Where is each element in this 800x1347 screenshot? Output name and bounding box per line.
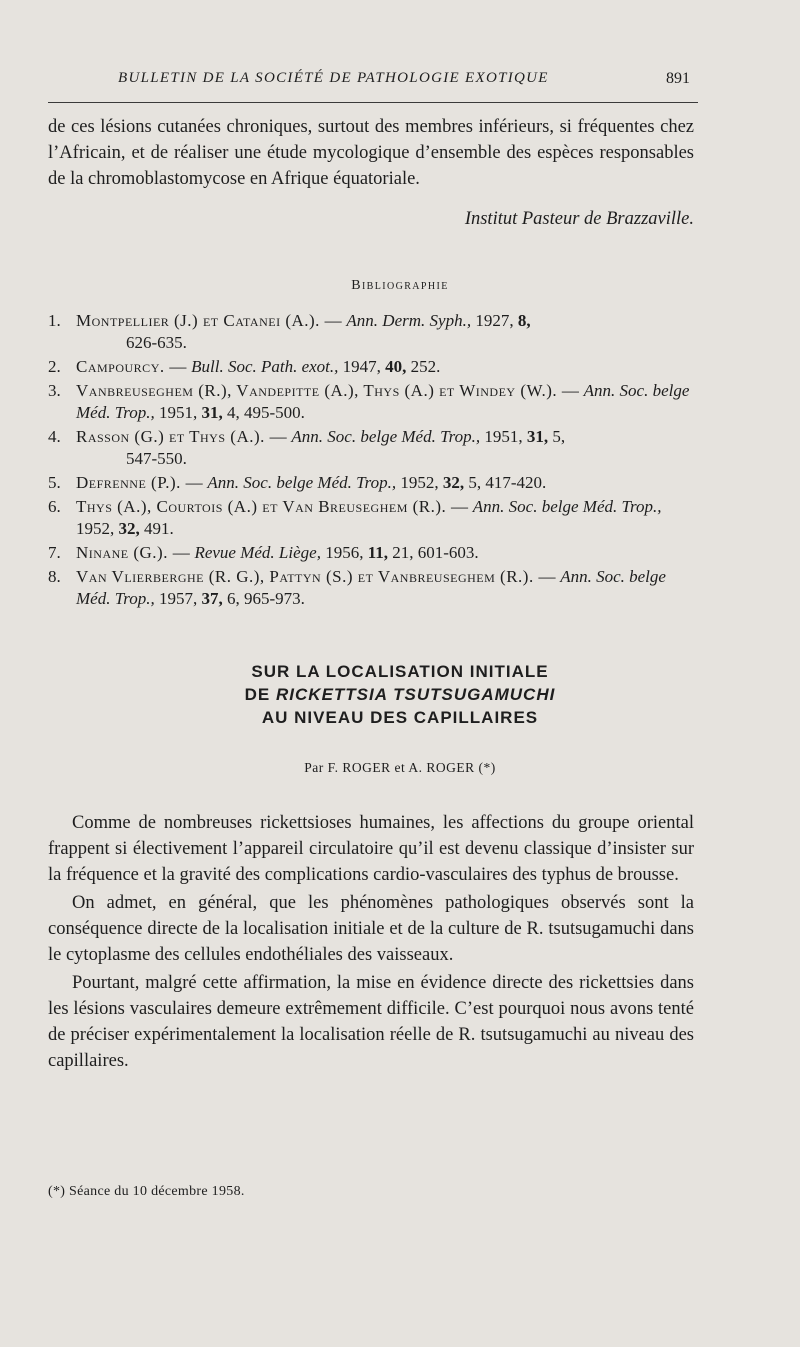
reference-journal: Ann. Soc. belge Méd. Trop., — [207, 473, 397, 492]
reference-volume: 11, — [367, 543, 389, 562]
reference-year: 1952, — [76, 519, 115, 538]
reference-authors: Thys (A.), Courtois (A.) et Van Breuseghem (R.). — — [76, 497, 469, 516]
reference-authors: Van Vlierberghe (R. G.), Pattyn (S.) et Vanbreuseghem (R.). — — [76, 567, 556, 586]
reference-volume: 32, — [442, 473, 465, 492]
article-title-line-1: SUR LA LOCALISATION INITIALE — [251, 662, 549, 681]
article-title-line-2 — [0, 683, 800, 706]
reference-text — [76, 381, 689, 422]
lead-paragraph: de ces lésions cutanées chroniques, surtout des membres inférieurs, si fréquentes chez l’Africain, et de réaliser une étude mycologique d’ensemble des espèces responsables de la chromoblastomycose en Afrique équatoriale. — [48, 117, 694, 189]
reference-year: 1952, — [400, 473, 439, 492]
reference-volume: 40, — [385, 357, 407, 376]
reference-authors: Montpellier (J.) et Catanei (A.). — — [76, 311, 343, 330]
reference-item — [48, 496, 696, 540]
reference-number: 1. — [48, 311, 61, 330]
reference-pages: 4, 495-500. — [226, 403, 305, 422]
reference-pages: 6, 965-973. — [226, 589, 305, 608]
reference-year: 1951, — [484, 427, 523, 446]
reference-item — [48, 472, 696, 494]
reference-authors: Rasson (G.) et Thys (A.). — — [76, 427, 288, 446]
reference-volume: 32, — [118, 519, 140, 538]
reference-text — [76, 357, 440, 376]
reference-journal: Revue Méd. Liège, — [194, 543, 321, 562]
reference-volume: 31, — [201, 403, 223, 422]
reference-volume: 31, — [526, 427, 549, 446]
reference-text — [76, 427, 565, 446]
reference-continuation: 626-635. — [126, 333, 187, 352]
reference-list — [48, 310, 696, 612]
reference-year: 1951, — [158, 403, 198, 422]
reference-number: 6. — [48, 497, 61, 516]
reference-pages: 21, 601-603. — [392, 543, 479, 562]
article-title-line-3: AU NIVEAU DES CAPILLAIRES — [261, 708, 539, 727]
header-rule — [48, 102, 698, 103]
reference-journal: Ann. Soc. belge Méd. Trop., — [291, 427, 481, 446]
reference-authors: Defrenne (P.). — — [76, 473, 204, 492]
reference-text — [76, 567, 666, 608]
reference-number: 8. — [48, 567, 61, 586]
running-head — [0, 70, 800, 94]
reference-pages: 491. — [144, 519, 174, 538]
reference-number: 5. — [48, 473, 61, 492]
reference-text — [76, 543, 479, 562]
reference-journal: Ann. Soc. belge Méd. Trop., — [472, 497, 662, 516]
reference-item — [48, 426, 696, 470]
reference-year: 1927, — [475, 311, 514, 330]
reference-number: 3. — [48, 381, 61, 400]
footnote: (*) Séance du 10 décembre 1958. — [48, 1184, 245, 1199]
reference-item — [48, 356, 696, 378]
article-title-species: RICKETTSIA TSUTSUGAMUCHI — [276, 685, 556, 704]
article-body — [48, 810, 694, 1076]
bibliography-heading: Bibliographie — [351, 278, 449, 293]
reference-item — [48, 542, 696, 564]
reference-volume: 37, — [201, 589, 223, 608]
reference-text — [76, 311, 531, 330]
reference-number: 7. — [48, 543, 61, 562]
article-paragraph-1: Comme de nombreuses rickettsioses humaines, les affections du groupe oriental frappent si électivement l’appareil circulatoire qu’il est devenu classique d’insister sur la fréquence et la gravité des complications cardio-vasculaires des typhus de brousse. — [48, 813, 694, 885]
reference-item — [48, 380, 696, 424]
reference-volume: 8, — [517, 311, 531, 330]
reference-authors: Vanbreuseghem (R.), Vandepitte (A.), Thys (A.) et Windey (W.). — — [76, 381, 580, 400]
reference-journal: Ann. Derm. Syph., — [346, 311, 472, 330]
reference-number: 4. — [48, 427, 61, 446]
author-byline: Par F. ROGER et A. ROGER (*) — [304, 760, 496, 775]
reference-item — [48, 310, 696, 354]
reference-pages: 5, — [552, 427, 566, 446]
reference-journal: Ann. Soc. belge Méd. Trop., — [76, 381, 690, 422]
reference-text — [76, 473, 546, 492]
reference-pages: 5, 417-420. — [468, 473, 547, 492]
reference-year: 1957, — [158, 589, 198, 608]
reference-authors: Ninane (G.). — — [76, 543, 191, 562]
page-number: 891 — [666, 70, 690, 87]
reference-text — [76, 497, 662, 538]
article-paragraph-3: Pourtant, malgré cette affirmation, la mise en évidence directe des rickettsies dans les lésions vasculaires demeure extrêmement difficile. C’est pourquoi nous avons tenté de préciser expérimentalement la localisation réelle de R. tsutsugamuchi au niveau des capillaires. — [48, 973, 694, 1071]
reference-pages: 252. — [410, 357, 441, 376]
reference-continuation: 547-550. — [126, 449, 187, 468]
reference-year: 1947, — [342, 357, 381, 376]
journal-title: BULLETIN DE LA SOCIÉTÉ DE PATHOLOGIE EXOTIQUE — [118, 70, 549, 86]
reference-item — [48, 566, 696, 610]
reference-journal: Ann. Soc. belge Méd. Trop., — [76, 567, 666, 608]
reference-journal: Bull. Soc. Path. exot., — [191, 357, 339, 376]
article-paragraph-2: On admet, en général, que les phénomènes pathologiques observés sont la conséquence directe de la localisation initiale et de la culture de R. tsutsugamuchi dans le cytoplasme des cellules endothéliales des vaisseaux. — [48, 893, 694, 965]
reference-authors: Campourcy. — — [76, 357, 187, 376]
article-title — [0, 660, 800, 729]
institution-signature: Institut Pasteur de Brazzaville. — [464, 209, 694, 229]
article-title-prefix: DE — [244, 685, 271, 704]
reference-year: 1956, — [325, 543, 364, 562]
reference-number: 2. — [48, 357, 61, 376]
